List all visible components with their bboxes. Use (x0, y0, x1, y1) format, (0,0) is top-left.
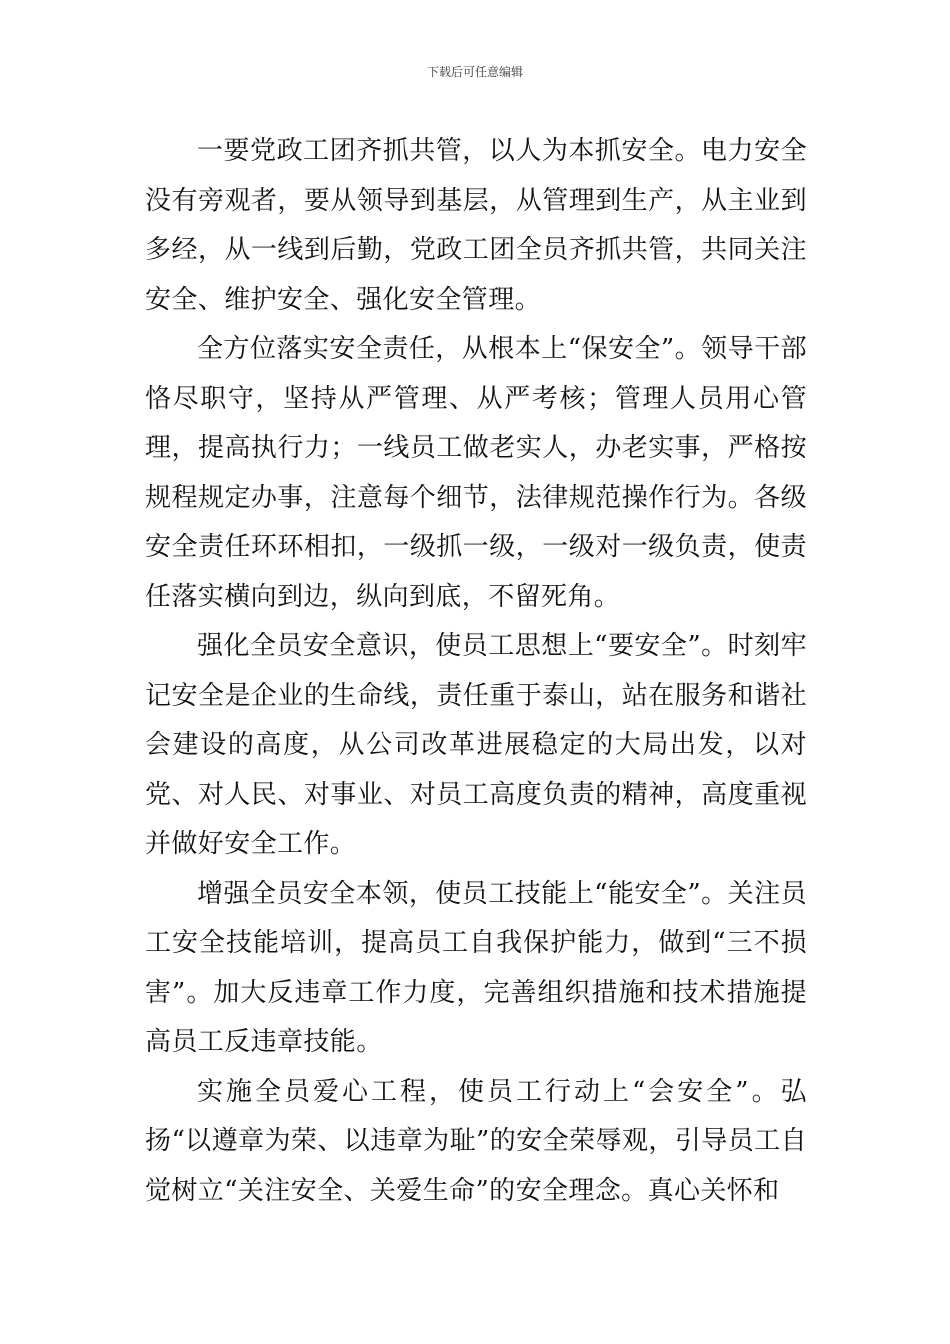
paragraph-safety-skills: 增强全员安全本领，使员工技能上“能安全”。关注员工安全技能培训，提高员工自我保护能力，做到“三不损害”。加大反违章工作力度，完善组织措施和技术措施提高员工反违章技能。 (145, 878, 807, 1057)
paragraph-party-government: 一要党政工团齐抓共管，以人为本抓安全。电力安全没有旁观者，要从领导到基层，从管理到生产，从主业到多经，从一线到后勤，党政工团全员齐抓共管，共同关注安全、维护安全、强化安全管理。 (145, 136, 807, 315)
paragraph-care-project: 实施全员爱心工程，使员工行动上“会安全”。弘扬“以遵章为荣、以违章为耻”的安全荣辱观，引导员工自觉树立“关注安全、关爱生命”的安全理念。真心关怀和 (145, 1076, 807, 1206)
page-header: 下载后可任意编辑 (426, 65, 523, 79)
paragraph-safety-awareness: 强化全员安全意识，使员工思想上“要安全”。时刻牢记安全是企业的生命线，责任重于泰山，站在服务和谐社会建设的高度，从公司改革进展稳定的大局出发，以对党、对人民、对事业、对员工高度负责的精神，高度重视并做好安全工作。 (145, 631, 807, 859)
paragraph-safety-responsibility: 全方位落实安全责任，从根本上“保安全”。领导干部恪尽职守，坚持从严管理、从严考核；管理人员用心管理，提高执行力；一线员工做老实人，办老实事，严格按规程规定办事，注意每个细节，法律规范操作行为。各级安全责任环环相扣，一级抓一级，一级对一级负责，使责任落实横向到边，纵向到底，不留死角。 (145, 334, 807, 612)
document-body (145, 127, 807, 1216)
